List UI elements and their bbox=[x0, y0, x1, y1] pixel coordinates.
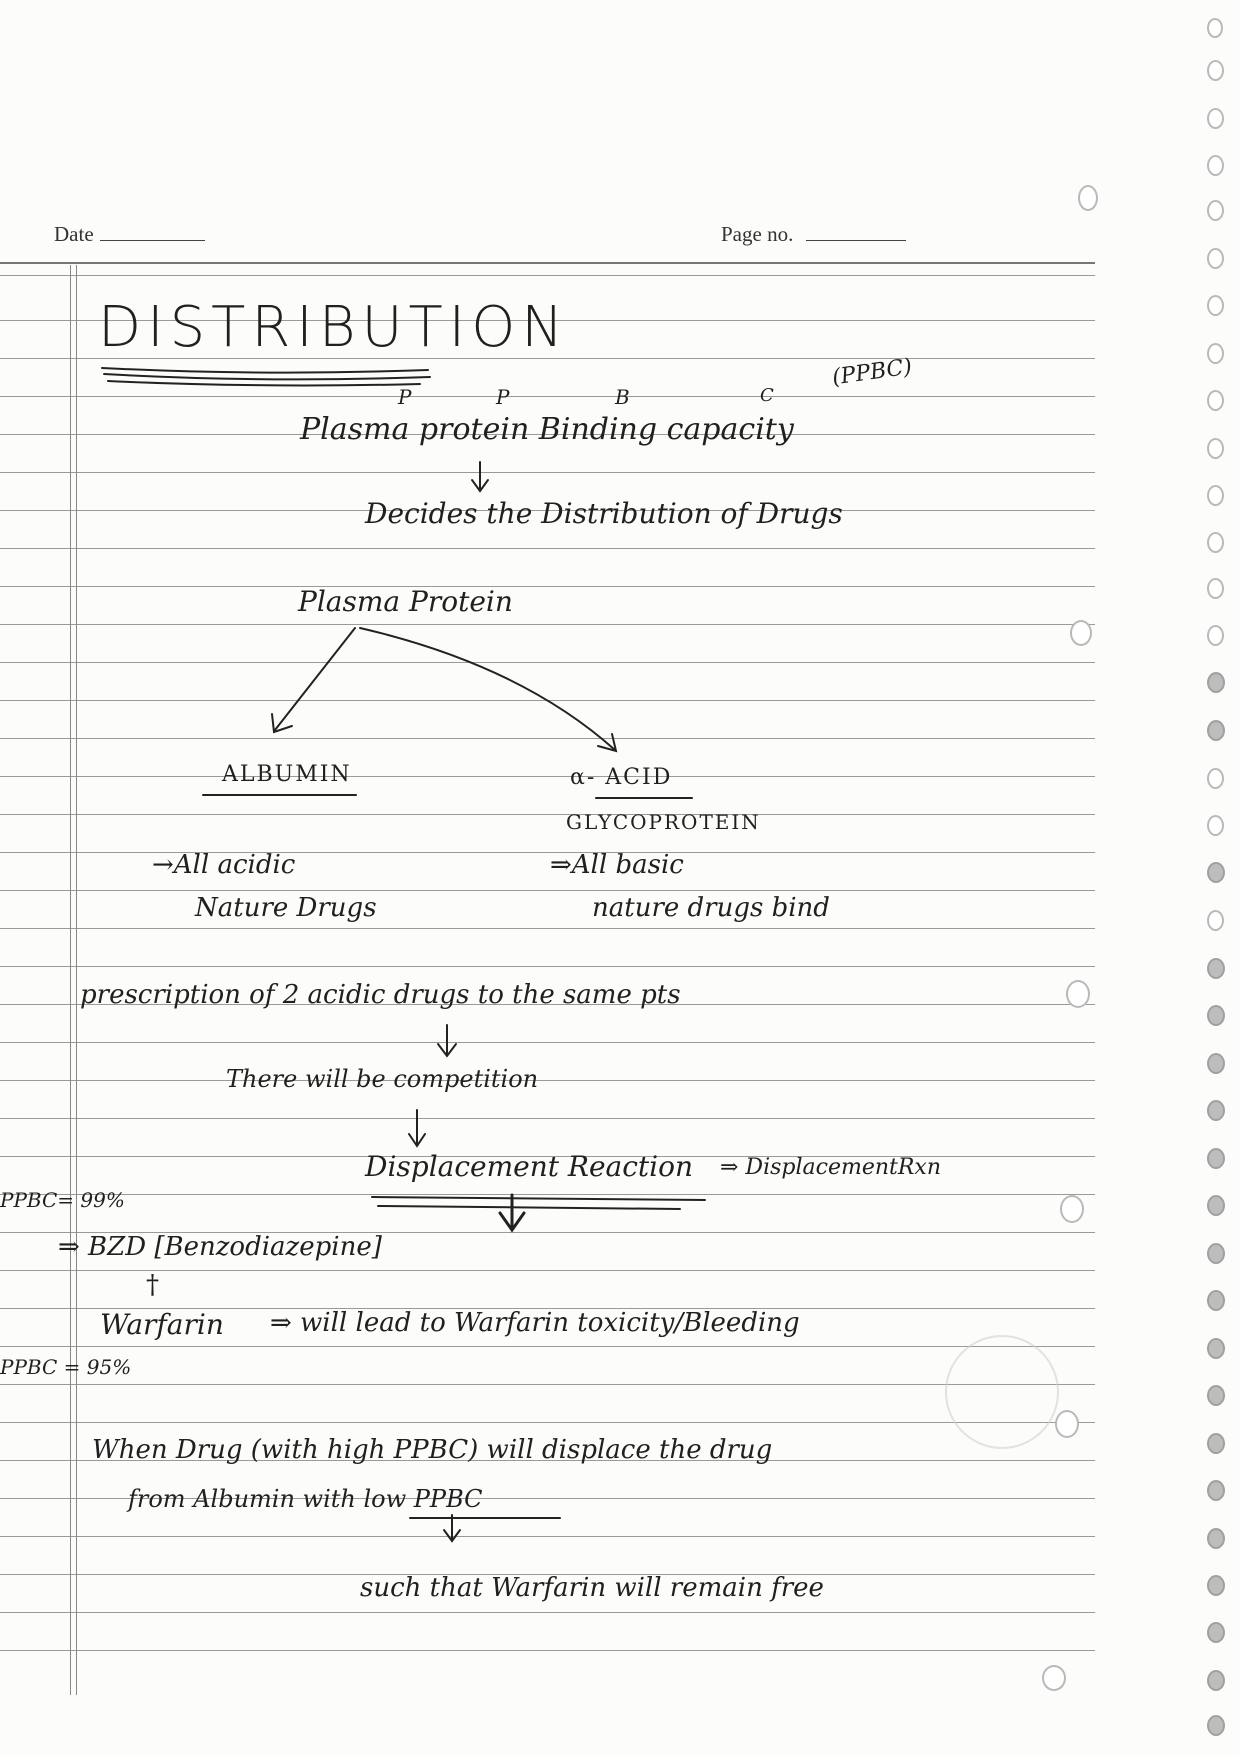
letter-p2: P bbox=[496, 385, 510, 409]
displacement-reaction: Displacement Reaction bbox=[365, 1150, 694, 1183]
warfarin-label: Warfarin bbox=[100, 1308, 224, 1341]
aag-heading-line1: α- ACID bbox=[570, 765, 673, 790]
when-line-2: from Albumin with low PPBC bbox=[128, 1485, 483, 1513]
aag-note-line2: nature drugs bind bbox=[592, 893, 830, 923]
title-distribution: DISTRIBUTION bbox=[98, 295, 570, 360]
warfarin-ppbc: PPBC = 95% bbox=[0, 1355, 132, 1379]
bzd-ppbc: PPBC= 99% bbox=[0, 1188, 125, 1212]
page-no-label: Page no. bbox=[721, 222, 794, 246]
dagger-mark: † bbox=[146, 1270, 159, 1300]
when-line-1: When Drug (with high PPBC) will displace the drug bbox=[92, 1435, 773, 1465]
ppbc-abbrev: (PPBC) bbox=[830, 354, 914, 391]
aag-note-line1: ⇒All basic bbox=[550, 850, 684, 880]
letter-c: C bbox=[760, 385, 774, 406]
aag-heading-line2: GLYCOPROTEIN bbox=[566, 810, 761, 834]
prescription-line: prescription of 2 acidic drugs to the same pts bbox=[80, 980, 681, 1010]
albumin-note-line1: →All acidic bbox=[152, 850, 296, 880]
letter-b: B bbox=[615, 385, 630, 409]
decides-distribution: Decides the Distribution of Drugs bbox=[365, 497, 843, 530]
warfarin-effect: ⇒ will lead to Warfarin toxicity/Bleeding bbox=[270, 1308, 800, 1338]
albumin-heading: ALBUMIN bbox=[222, 762, 352, 787]
competition-line: There will be competition bbox=[226, 1065, 539, 1093]
letter-p1: P bbox=[398, 385, 412, 409]
displacement-abbrev: ⇒ DisplacementRxn bbox=[720, 1155, 941, 1180]
plasma-protein-label: Plasma Protein bbox=[298, 585, 513, 618]
albumin-note-line2: Nature Drugs bbox=[195, 893, 377, 923]
date-label: Date bbox=[54, 222, 94, 246]
plasma-protein-binding-capacity: Plasma protein Binding capacity bbox=[300, 412, 794, 447]
bzd-line: ⇒ BZD [Benzodiazepine] bbox=[58, 1232, 382, 1262]
such-that-line: such that Warfarin will remain free bbox=[360, 1573, 824, 1603]
